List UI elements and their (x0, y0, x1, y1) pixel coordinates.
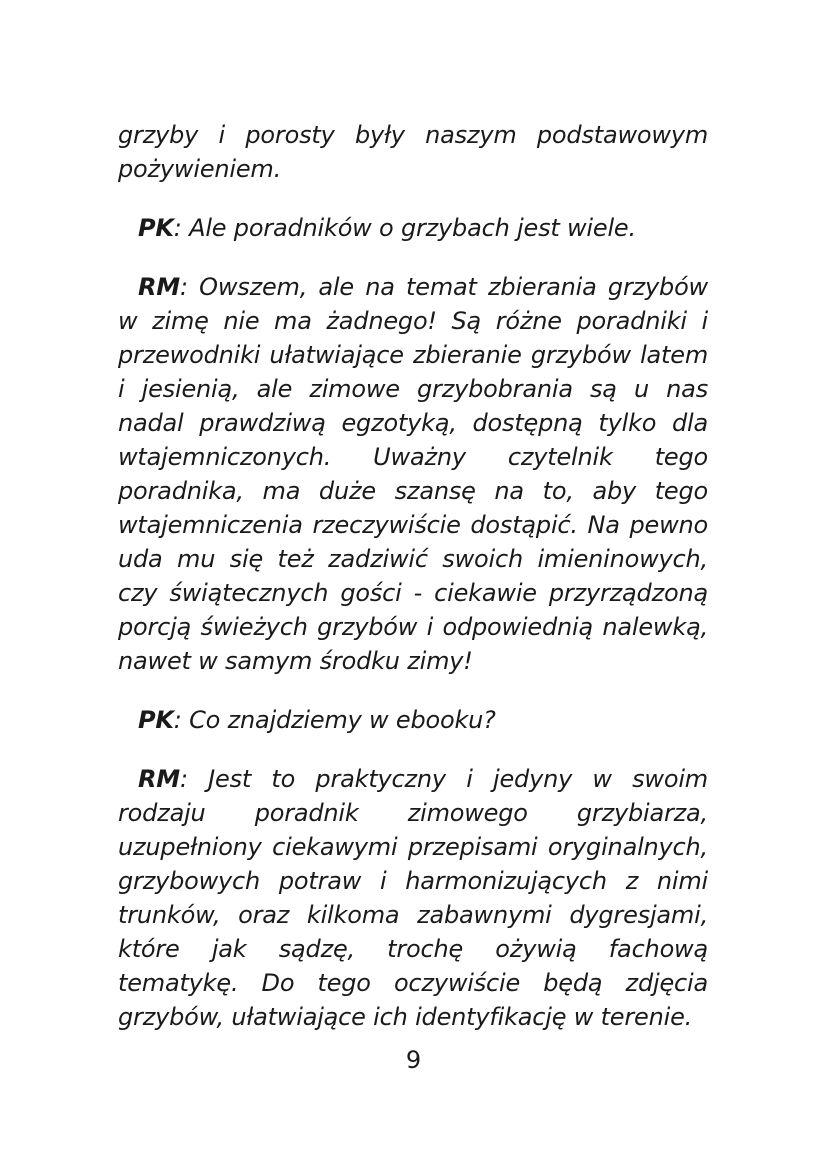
paragraph-text: : Co znajdziemy w ebooku? (173, 706, 496, 734)
paragraph-rm-1 (118, 270, 708, 678)
page-number: 9 (405, 1046, 422, 1074)
paragraph-text: : Jest to praktyczny i jedyny w swoim rodzaju poradnik zimowego grzybiarza, uzupełniony ciekawymi przepisami oryginalnych, grzybowych potraw i harmonizujących z nimi trunków, oraz kilkoma zabawnymi dygresjami, które jak sądzę, trochę ożywią fachową tematykę. Do tego oczywiście będą zdjęcia grzybów, ułatwiające ich identyfikację w terenie. (118, 765, 708, 1031)
paragraph-rm-2 (118, 762, 708, 1034)
paragraph-text: : Ale poradników o grzybach jest wiele. (173, 214, 636, 242)
paragraph-continuation (118, 118, 708, 186)
speaker-label: RM (138, 765, 180, 793)
paragraph-text: grzyby i porosty były naszym podstawowym pożywieniem. (118, 121, 708, 183)
speaker-label: PK (138, 214, 174, 242)
speaker-label: PK (138, 706, 174, 734)
paragraph-pk-1 (118, 211, 708, 245)
paragraph-pk-2 (118, 703, 708, 737)
paragraph-text: : Owszem, ale na temat zbierania grzybów w zimę nie ma żadnego! Są różne poradniki i przewodniki ułatwiające zbieranie grzybów latem i jesienią, ale zimowe grzybobrania są u nas nadal prawdziwą egzotyką, dostępną tylko dla wtajemniczonych. Uważny czytelnik tego poradnika, ma duże szansę na to, aby tego wtajemniczenia rzeczywiście dostąpić. Na pewno uda mu się też zadziwić swoich imieninowych, czy świątecznych gości - ciekawie przyrządzoną porcją świeżych grzybów i odpowiednią nalewką, nawet w samym środku zimy! (118, 273, 708, 675)
speaker-label: RM (138, 273, 180, 301)
page-body (118, 118, 708, 1059)
